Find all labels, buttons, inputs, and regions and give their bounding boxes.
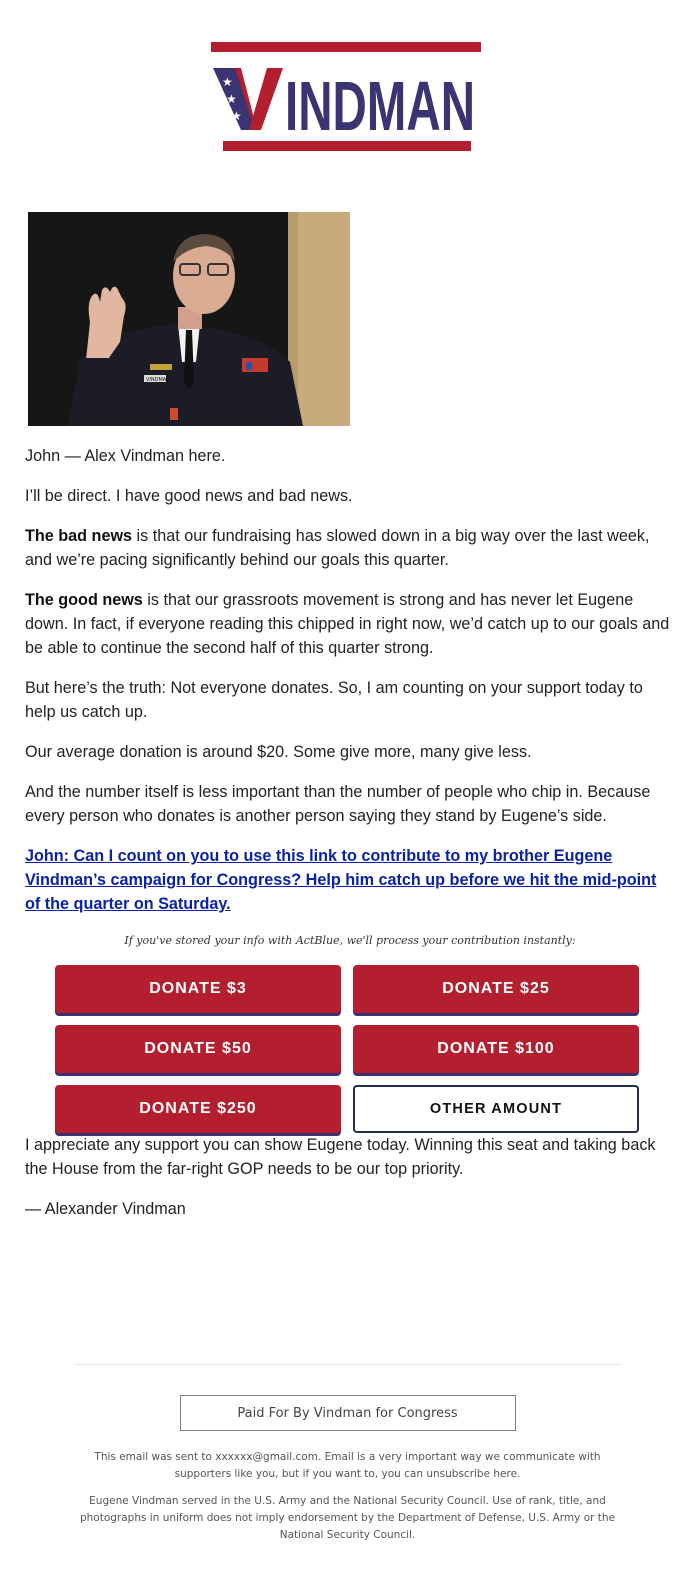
paragraph-bad-news xyxy=(25,524,675,572)
paragraph-appreciate: I appreciate any support you can show Eugene today. Winning this seat and taking back the House from the far-right GOP needs to be our top priority. xyxy=(25,1136,656,1178)
donate-3-button[interactable]: DONATE $3 xyxy=(55,965,341,1013)
actblue-note: If you've stored your info with ActBlue, we'll process your contribution instantly: xyxy=(124,934,576,947)
email-footer xyxy=(75,1364,620,1554)
good-news-text: is that our grassroots movement is strong and has never let Eugene down. In fact, if everyone reading this chipped in right now, we’d catch up to our goals and be able to continue the second half of this quarter strong. xyxy=(25,591,670,657)
paragraph-good-news xyxy=(25,588,675,660)
paragraph-truth: But here’s the truth: Not everyone donates. So, I am counting on your support today to help us catch up. xyxy=(25,679,643,721)
paragraph-direct: I’ll be direct. I have good news and bad news. xyxy=(25,487,353,505)
sent-to-notice: This email was sent to xxxxxx@gmail.com. Email is a very important way we communicate with supporters like you, but if you want to, you can unsubscribe here. xyxy=(94,1451,601,1480)
paragraph-average: Our average donation is around $20. Some give more, many give less. xyxy=(25,743,532,761)
donate-250-button[interactable]: DONATE $250 xyxy=(55,1085,341,1133)
good-news-label: The good news xyxy=(25,591,143,609)
donate-50-button[interactable]: DONATE $50 xyxy=(55,1025,341,1073)
bad-news-text: is that our fundraising has slowed down in a big way over the last week, and we’re pacing significantly behind our goals this quarter. xyxy=(25,527,650,569)
greeting: John — Alex Vindman here. xyxy=(25,447,226,465)
paid-for-box: Paid For By Vindman for Congress xyxy=(180,1395,516,1431)
donate-25-button[interactable]: DONATE $25 xyxy=(353,965,639,1013)
disclaimer: Eugene Vindman served in the U.S. Army and the National Security Council. Use of rank, title, and photographs in uniform does not imply endorsement by the Department of Defense, U.S. Army or the National Security Council. xyxy=(79,1495,616,1541)
donate-buttons xyxy=(55,965,639,1133)
logo-wordmark: INDMAN xyxy=(285,67,475,145)
other-amount-button[interactable]: OTHER AMOUNT xyxy=(353,1085,639,1133)
email-body xyxy=(25,444,675,1237)
svg-text:★: ★ xyxy=(231,109,242,123)
signoff: — Alexander Vindman xyxy=(25,1200,186,1218)
contribute-link[interactable]: John: Can I count on you to use this link to contribute to my brother Eugene Vindman’s campaign for Congress? Help him catch up before we hit the mid-point of the quarter on Saturday. xyxy=(25,847,657,913)
bad-news-label: The bad news xyxy=(25,527,133,545)
photo-nameplate: VINDMAN xyxy=(146,377,170,383)
svg-text:★: ★ xyxy=(222,75,233,89)
paragraph-number: And the number itself is less important than the number of people who chip in. Because every person who donates is another person saying they stand by Eugene’s side. xyxy=(25,783,651,825)
svg-text:★: ★ xyxy=(226,92,237,106)
vindman-logo xyxy=(0,0,700,170)
donate-100-button[interactable]: DONATE $100 xyxy=(353,1025,639,1073)
photo-raised-hand xyxy=(28,212,350,426)
